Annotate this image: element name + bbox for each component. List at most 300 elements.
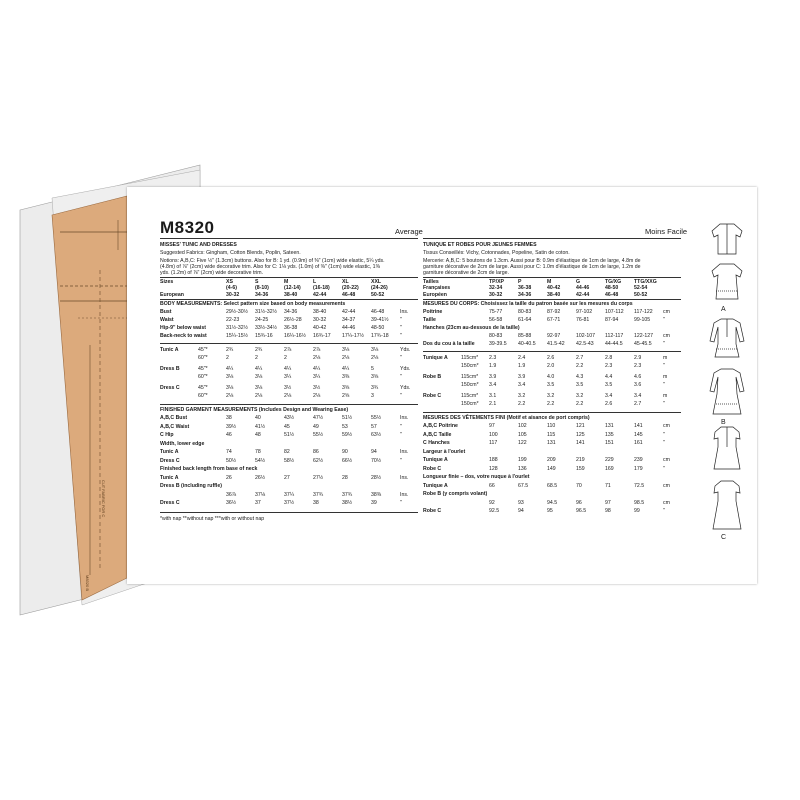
finished-value: 131 bbox=[547, 440, 556, 446]
section-title: TUNIQUE ET ROBES POUR JEUNES FEMMES bbox=[423, 242, 537, 248]
yardage-value: 4.3 bbox=[576, 374, 584, 380]
size-header: TG/XG bbox=[605, 279, 622, 285]
fabrics-text: Suggested Fabrics: Gingham, Cotton Blends, Poplin, Sateen. bbox=[160, 250, 301, 256]
unit: " bbox=[663, 317, 665, 323]
yardage-value: 2.2 bbox=[576, 401, 584, 407]
yardage-value: 2¾ bbox=[226, 347, 234, 353]
body-value: 41.5-42 bbox=[547, 341, 565, 347]
yardage-value: 3.5 bbox=[576, 382, 584, 388]
unit: " bbox=[400, 355, 402, 361]
finished-value: 94 bbox=[518, 508, 524, 514]
body-value: 40-40.5 bbox=[518, 341, 536, 347]
unit: Yds. bbox=[400, 366, 411, 372]
size-fr: 52-54 bbox=[634, 285, 648, 291]
european-size: 46-48 bbox=[342, 292, 356, 298]
finished-value: 51½ bbox=[284, 432, 295, 438]
size-number: (8-10) bbox=[255, 285, 269, 291]
finished-value: 37 bbox=[255, 500, 261, 506]
body-value: 29½-30½ bbox=[226, 309, 248, 315]
yardage-value: 4.4 bbox=[605, 374, 613, 380]
body-value: 117-122 bbox=[634, 309, 653, 315]
body-value: 44-46 bbox=[342, 325, 356, 331]
finished-value: 47½ bbox=[313, 415, 324, 421]
finished-value: 92 bbox=[489, 499, 495, 506]
unit: m bbox=[663, 355, 668, 361]
finished-row-label: Robe B (y compris volant) bbox=[423, 491, 488, 497]
european-size: 38-40 bbox=[284, 292, 298, 298]
yardage-value: 3⅝ bbox=[371, 374, 379, 380]
section-rule bbox=[160, 299, 418, 300]
european-size: 50-52 bbox=[371, 292, 385, 298]
body-value: 87-92 bbox=[547, 309, 561, 315]
yardage-value: 2 bbox=[284, 355, 287, 361]
finished-row-label: Tunique A bbox=[423, 457, 448, 463]
body-value: 102-107 bbox=[576, 333, 596, 339]
finished-value: 36½ bbox=[226, 500, 237, 506]
finished-value: 36⅞ bbox=[226, 491, 237, 498]
finished-value: 70 bbox=[576, 482, 582, 489]
size-number: (16-18) bbox=[313, 285, 330, 291]
finished-value: 97 bbox=[605, 499, 611, 506]
fabric-width: 115cm* bbox=[461, 393, 479, 399]
body-value: 107-112 bbox=[605, 309, 624, 315]
unit: Ins. bbox=[400, 474, 409, 481]
finished-value: 45 bbox=[284, 423, 290, 430]
yardage-value: 2⅛ bbox=[313, 393, 321, 399]
finished-value: 98.5 bbox=[634, 499, 645, 506]
body-value: 76-81 bbox=[576, 317, 590, 323]
body-heading: MESURES DU CORPS: Choisissez la taille du patron basée sur les mesures du corps bbox=[423, 301, 633, 307]
finished-value: 125 bbox=[576, 431, 585, 438]
yardage-label: Tunic A bbox=[160, 347, 179, 353]
yardage-value: 3⅛ bbox=[226, 385, 234, 391]
finished-value: 179 bbox=[634, 465, 643, 472]
yardage-value: 4¼ bbox=[342, 366, 350, 372]
european-size: 34-36 bbox=[518, 292, 532, 298]
yardage-value: 2 bbox=[255, 355, 258, 361]
size-header: M bbox=[547, 279, 552, 285]
finished-value: 37¼ bbox=[284, 491, 295, 498]
yardage-value: 2⅞ bbox=[313, 347, 321, 353]
body-row-label: Back-neck to waist bbox=[160, 333, 207, 339]
finished-value: 161 bbox=[634, 440, 643, 446]
finished-row-label: Tunic A bbox=[160, 449, 179, 455]
figure-label-a: A bbox=[721, 306, 726, 313]
size-header: M bbox=[284, 279, 289, 285]
finished-value: 90 bbox=[342, 449, 348, 455]
finished-value: 149 bbox=[547, 465, 556, 472]
notions-line: garniture décorative de 2cm de large. Aussi pour C: 1.0m d'élastique de 1cm de large, 1.2m de bbox=[423, 264, 641, 270]
unit: " bbox=[400, 423, 402, 430]
unit: Yds. bbox=[400, 347, 411, 353]
body-value: 24-25 bbox=[255, 317, 269, 323]
yardage-value: 2⅛ bbox=[342, 355, 350, 361]
body-value: 46-48 bbox=[371, 309, 385, 315]
finished-value: 97 bbox=[489, 423, 495, 429]
fabric-width: 60"* bbox=[198, 393, 208, 399]
yardage-value: 2⅝ bbox=[342, 393, 350, 399]
finished-value: 63½ bbox=[371, 432, 382, 438]
pattern-code: M8320 bbox=[160, 218, 215, 237]
yardage-value: 2.2 bbox=[547, 401, 555, 407]
yardage-value: 4¼ bbox=[226, 366, 234, 372]
unit: cm bbox=[663, 333, 670, 339]
size-fr: 36-38 bbox=[518, 285, 532, 291]
european-size: 30-32 bbox=[226, 292, 240, 298]
unit: m bbox=[663, 393, 668, 399]
finished-row-label: C Hanches bbox=[423, 440, 450, 446]
unit: " bbox=[400, 457, 402, 464]
yardage-value: 2⅛ bbox=[284, 393, 292, 399]
size-number: (24-26) bbox=[371, 285, 388, 291]
notions-line: Mercerie: A,B,C: 5 boutons de 1.3cm. Aussi pour B: 0.9m d'élastique de 1cm de large, 4.8m de bbox=[423, 258, 641, 264]
unit: m bbox=[663, 374, 668, 380]
finished-value: 55½ bbox=[313, 432, 324, 438]
unit: " bbox=[663, 431, 665, 438]
finished-value: 28 bbox=[342, 474, 348, 481]
yardage-value: 2.2 bbox=[518, 401, 526, 407]
section-rule bbox=[160, 343, 418, 344]
garment-figures bbox=[702, 219, 752, 559]
unit: " bbox=[663, 363, 665, 369]
yardage-value: 3.2 bbox=[576, 393, 584, 399]
unit: " bbox=[400, 325, 402, 331]
finished-value: 43½ bbox=[284, 415, 295, 421]
body-value: 39-41½ bbox=[371, 317, 389, 323]
finished-value: 102 bbox=[518, 423, 527, 429]
european-size: 42-44 bbox=[313, 292, 327, 298]
body-value: 112-117 bbox=[605, 333, 624, 339]
yardage-value: 3.9 bbox=[489, 374, 497, 380]
footnote: *with nap **without nap ***with or without nap bbox=[160, 515, 265, 522]
size-header: L bbox=[313, 279, 317, 285]
body-value: 16¾-17 bbox=[313, 333, 331, 339]
size-header: XL bbox=[342, 279, 349, 285]
unit: " bbox=[400, 317, 402, 323]
unit: " bbox=[663, 401, 665, 407]
difficulty-english: Average bbox=[395, 227, 423, 236]
notions-line: (4.8m) of ⅞" (2cm) wide decorative trim. Also for C: 1⅛ yds. (1.0m) of ⅜" (1cm) wide elastic, 1⅜ bbox=[160, 264, 380, 270]
unit: cm bbox=[663, 457, 670, 463]
size-header: TTG/XXG bbox=[634, 279, 657, 285]
body-heading: BODY MEASUREMENTS: Select pattern size based on body measurements bbox=[160, 301, 346, 307]
yardage-value: 2.7 bbox=[576, 355, 584, 361]
yardage-value: 4.6 bbox=[634, 374, 642, 380]
size-number: (12-14) bbox=[284, 285, 301, 291]
body-value: 67-71 bbox=[547, 317, 561, 323]
finished-value: 94.5 bbox=[547, 499, 558, 506]
body-row-label: Poitrine bbox=[423, 309, 443, 315]
body-value: 56-58 bbox=[489, 317, 503, 323]
unit: Ins. bbox=[400, 491, 409, 498]
finished-value: 115 bbox=[547, 431, 556, 438]
yardage-value: 3.4 bbox=[518, 382, 526, 388]
size-number: (4-6) bbox=[226, 285, 237, 291]
yardage-value: 3.2 bbox=[547, 393, 555, 399]
yardage-label: Dress C bbox=[160, 385, 180, 391]
yardage-value: 2⅞ bbox=[284, 347, 292, 353]
finished-value: 71 bbox=[605, 482, 611, 489]
fabric-width: 45"* bbox=[198, 385, 208, 391]
finished-row-label: A,B,C Taille bbox=[423, 431, 452, 438]
section-rule bbox=[160, 512, 418, 513]
finished-row-label: Tunic A bbox=[160, 474, 179, 481]
yardage-value: 3.9 bbox=[518, 374, 526, 380]
yardage-value: 3⅛ bbox=[255, 385, 263, 391]
finished-value: 219 bbox=[576, 457, 585, 463]
section-rule bbox=[423, 299, 681, 300]
finished-value: 96.5 bbox=[576, 508, 587, 514]
finished-value: 66 bbox=[489, 482, 495, 489]
body-value: 34-37 bbox=[342, 317, 356, 323]
finished-value: 110 bbox=[547, 423, 556, 429]
finished-value: 105 bbox=[518, 431, 527, 438]
body-row-label: Dos du cou à la taille bbox=[423, 341, 475, 347]
finished-row-label: Dress C bbox=[160, 500, 180, 506]
body-value: 48-50 bbox=[371, 325, 385, 331]
unit: " bbox=[400, 500, 402, 506]
finished-value: 38 bbox=[226, 415, 232, 421]
finished-row-label: Largeur à l'ourlet bbox=[423, 448, 466, 455]
finished-row-label: Finished back length from base of neck bbox=[160, 466, 258, 472]
yardage-value: 2¾ bbox=[255, 347, 263, 353]
yardage-value: 4¼ bbox=[284, 366, 292, 372]
body-value: 31½-32½ bbox=[255, 309, 277, 315]
body-row-label: Waist bbox=[160, 317, 174, 323]
finished-value: 39½ bbox=[226, 423, 237, 430]
fabric-width: 45"* bbox=[198, 347, 208, 353]
finished-value: 98 bbox=[605, 508, 611, 514]
yardage-value: 4¼ bbox=[255, 366, 263, 372]
body-value: 42-44 bbox=[342, 309, 356, 315]
finished-value: 121 bbox=[576, 423, 585, 429]
section-rule bbox=[423, 351, 681, 352]
body-value: 26½-28 bbox=[284, 317, 302, 323]
finished-value: 37¾ bbox=[313, 491, 324, 498]
body-row-label: Hip-9" below waist bbox=[160, 325, 206, 331]
finished-value: 239 bbox=[634, 457, 643, 463]
yardage-value: 2⅛ bbox=[371, 355, 379, 361]
body-value: 80-83 bbox=[489, 333, 503, 339]
fabric-width: 150cm* bbox=[461, 401, 479, 407]
sizes-label: Sizes bbox=[160, 279, 174, 285]
finished-row-label: Tunique A bbox=[423, 482, 448, 489]
section-rule bbox=[423, 412, 681, 413]
body-value: 36-38 bbox=[284, 325, 298, 331]
finished-row-label: Robe C bbox=[423, 465, 442, 472]
finished-value: 51½ bbox=[342, 415, 353, 421]
yardage-value: 2.1 bbox=[489, 401, 497, 407]
european-size: 34-36 bbox=[255, 292, 269, 298]
yardage-value: 3.1 bbox=[489, 393, 497, 399]
finished-value: 169 bbox=[605, 465, 614, 472]
yardage-value: 3⅛ bbox=[371, 347, 379, 353]
finished-value: 54½ bbox=[255, 457, 266, 464]
finished-value: 72.5 bbox=[634, 482, 645, 489]
yardage-value: 2.0 bbox=[547, 363, 555, 369]
pattern-envelope-back bbox=[127, 187, 757, 584]
body-value: 99-105 bbox=[634, 317, 651, 323]
finished-value: 94 bbox=[371, 449, 377, 455]
yardage-value: 3 bbox=[371, 393, 374, 399]
european-size: 46-48 bbox=[605, 292, 619, 298]
tissue-mark-2: M8320 B bbox=[85, 575, 90, 592]
finished-row-label: Dress C bbox=[160, 457, 180, 464]
unit: " bbox=[663, 341, 665, 347]
finished-value: 141 bbox=[576, 440, 585, 446]
finished-value: 50½ bbox=[226, 457, 237, 464]
yardage-value: 2⅛ bbox=[255, 393, 263, 399]
unit: " bbox=[400, 333, 402, 339]
unit: " bbox=[400, 374, 402, 380]
finished-value: 74 bbox=[226, 449, 232, 455]
section-rule bbox=[160, 404, 418, 405]
finished-value: 100 bbox=[489, 431, 498, 438]
yardage-value: 1.9 bbox=[489, 363, 497, 369]
yardage-value: 3.5 bbox=[547, 382, 555, 388]
body-value: 30-32 bbox=[313, 317, 327, 323]
body-value: 97-102 bbox=[576, 309, 593, 315]
size-header: S bbox=[255, 279, 259, 285]
yardage-value: 3⅜ bbox=[342, 374, 350, 380]
body-value: 45-45.5 bbox=[634, 341, 652, 347]
body-value: 15¾-16 bbox=[255, 333, 273, 339]
yardage-value: 3.5 bbox=[605, 382, 613, 388]
section-rule bbox=[160, 277, 418, 278]
notions-line: yds. (1.2m) of ⅞" (2cm) wide decorative trim. bbox=[160, 270, 264, 276]
body-value: 87-94 bbox=[605, 317, 619, 323]
unit: Ins. bbox=[400, 309, 409, 315]
yardage-value: 3.2 bbox=[518, 393, 526, 399]
finished-row-label: A,B,C Bust bbox=[160, 415, 188, 421]
body-value: 42.5-43 bbox=[576, 341, 594, 347]
finished-value: 27½ bbox=[313, 474, 324, 481]
yardage-value: 3⅛ bbox=[342, 347, 350, 353]
body-value: 85-88 bbox=[518, 333, 532, 339]
yardage-value: 1.9 bbox=[518, 363, 526, 369]
finished-heading: FINISHED GARMENT MEASUREMENTS (Includes Design and Wearing Ease) bbox=[160, 407, 349, 413]
yardage-label: Robe C bbox=[423, 393, 442, 399]
size-number: (20-22) bbox=[342, 285, 359, 291]
yardage-label: Dress B bbox=[160, 366, 180, 372]
section-rule bbox=[423, 277, 681, 278]
finished-value: 55½ bbox=[371, 415, 382, 421]
yardage-value: 2.7 bbox=[634, 401, 642, 407]
figure-label-c: C bbox=[721, 534, 727, 541]
fabric-width: 45"* bbox=[198, 366, 208, 372]
finished-value: 199 bbox=[518, 457, 527, 463]
body-value: 34-36 bbox=[284, 309, 298, 315]
finished-value: 96 bbox=[576, 499, 582, 506]
european-size: 30-32 bbox=[489, 292, 503, 298]
finished-row-label: A,B,C Waist bbox=[160, 423, 190, 430]
size-header: XS bbox=[226, 279, 233, 285]
yardage-label: Tunique A bbox=[423, 355, 448, 361]
finished-value: 99 bbox=[634, 508, 640, 514]
finished-value: 26 bbox=[226, 474, 232, 481]
finished-value: 78 bbox=[255, 449, 261, 455]
size-fr: 44-46 bbox=[576, 285, 590, 291]
finished-value: 86 bbox=[313, 449, 319, 455]
yardage-value: 2⅛ bbox=[313, 355, 321, 361]
finished-value: 159 bbox=[576, 465, 585, 472]
yardage-value: 2.3 bbox=[489, 355, 497, 361]
body-value: 17¾-18 bbox=[371, 333, 389, 339]
yardage-value: 2.3 bbox=[605, 363, 613, 369]
unit: " bbox=[663, 508, 665, 514]
size-fr: 40-42 bbox=[547, 285, 561, 291]
finished-value: 37⅛ bbox=[255, 491, 266, 498]
body-value: 22-23 bbox=[226, 317, 240, 323]
body-value: 31½-32½ bbox=[226, 325, 248, 331]
size-header: TP/XP bbox=[489, 279, 504, 285]
european-label: Européen bbox=[423, 292, 447, 298]
unit: " bbox=[400, 393, 402, 399]
body-value: 92-97 bbox=[547, 333, 561, 339]
fabrics-text: Tissus Conseillés: Vichy, Cotonnades, Popeline, Satin de coton. bbox=[423, 250, 570, 256]
size-header: XXL bbox=[371, 279, 382, 285]
finished-value: 188 bbox=[489, 457, 498, 463]
fabric-width: 115cm* bbox=[461, 355, 479, 361]
yardage-value: 3½ bbox=[313, 385, 321, 391]
finished-value: 40 bbox=[255, 415, 261, 421]
fabric-width: 115cm* bbox=[461, 374, 479, 380]
finished-value: 209 bbox=[547, 457, 556, 463]
sizes-label: Tailles bbox=[423, 279, 439, 285]
finished-value: 122 bbox=[518, 440, 527, 446]
header-rule-fr bbox=[423, 238, 681, 239]
body-value: 38-40 bbox=[313, 309, 327, 315]
yardage-value: 5 bbox=[371, 366, 374, 372]
finished-value: 49 bbox=[313, 423, 319, 430]
finished-value: 95 bbox=[547, 508, 553, 514]
body-row-label: Taille bbox=[423, 317, 436, 323]
sizes-fr-label: Françaises bbox=[423, 285, 451, 291]
fabric-width: 150cm* bbox=[461, 382, 479, 388]
header-rule-en bbox=[160, 238, 418, 239]
yardage-value: 3⅝ bbox=[342, 385, 350, 391]
unit: cm bbox=[663, 309, 670, 315]
notions-line: garniture décorative de 2cm de large. bbox=[423, 270, 509, 276]
body-value: 15¼-15½ bbox=[226, 333, 248, 339]
finished-row-label: Robe C bbox=[423, 508, 442, 514]
finished-row-label: A,B,C Poitrine bbox=[423, 423, 458, 429]
yardage-value: 2 bbox=[226, 355, 229, 361]
finished-value: 62½ bbox=[313, 457, 324, 464]
finished-value: 37½ bbox=[284, 500, 295, 506]
size-header: P bbox=[518, 279, 522, 285]
tissue-mark-1: CUT FABRIC FOR C bbox=[101, 480, 106, 518]
unit: " bbox=[400, 432, 402, 438]
european-size: 50-52 bbox=[634, 292, 648, 298]
finished-value: 53 bbox=[342, 423, 348, 430]
european-label: European bbox=[160, 292, 184, 298]
finished-value: 131 bbox=[605, 423, 614, 429]
finished-value: 67.5 bbox=[518, 482, 529, 489]
finished-value: 70½ bbox=[371, 457, 382, 464]
yardage-value: 3.4 bbox=[634, 393, 642, 399]
yardage-value: 3.6 bbox=[634, 382, 642, 388]
finished-value: 151 bbox=[605, 440, 614, 446]
finished-value: 57 bbox=[371, 423, 377, 430]
yardage-value: 3¾ bbox=[371, 385, 379, 391]
body-row-label: Hanches (23cm au-dessous de la taille) bbox=[423, 325, 520, 331]
unit: cm bbox=[663, 482, 670, 489]
yardage-value: 2.9 bbox=[634, 355, 642, 361]
finished-row-label: Dress B (including ruffle) bbox=[160, 483, 222, 489]
yardage-value: 3¼ bbox=[313, 374, 321, 380]
finished-value: 41½ bbox=[255, 423, 266, 430]
